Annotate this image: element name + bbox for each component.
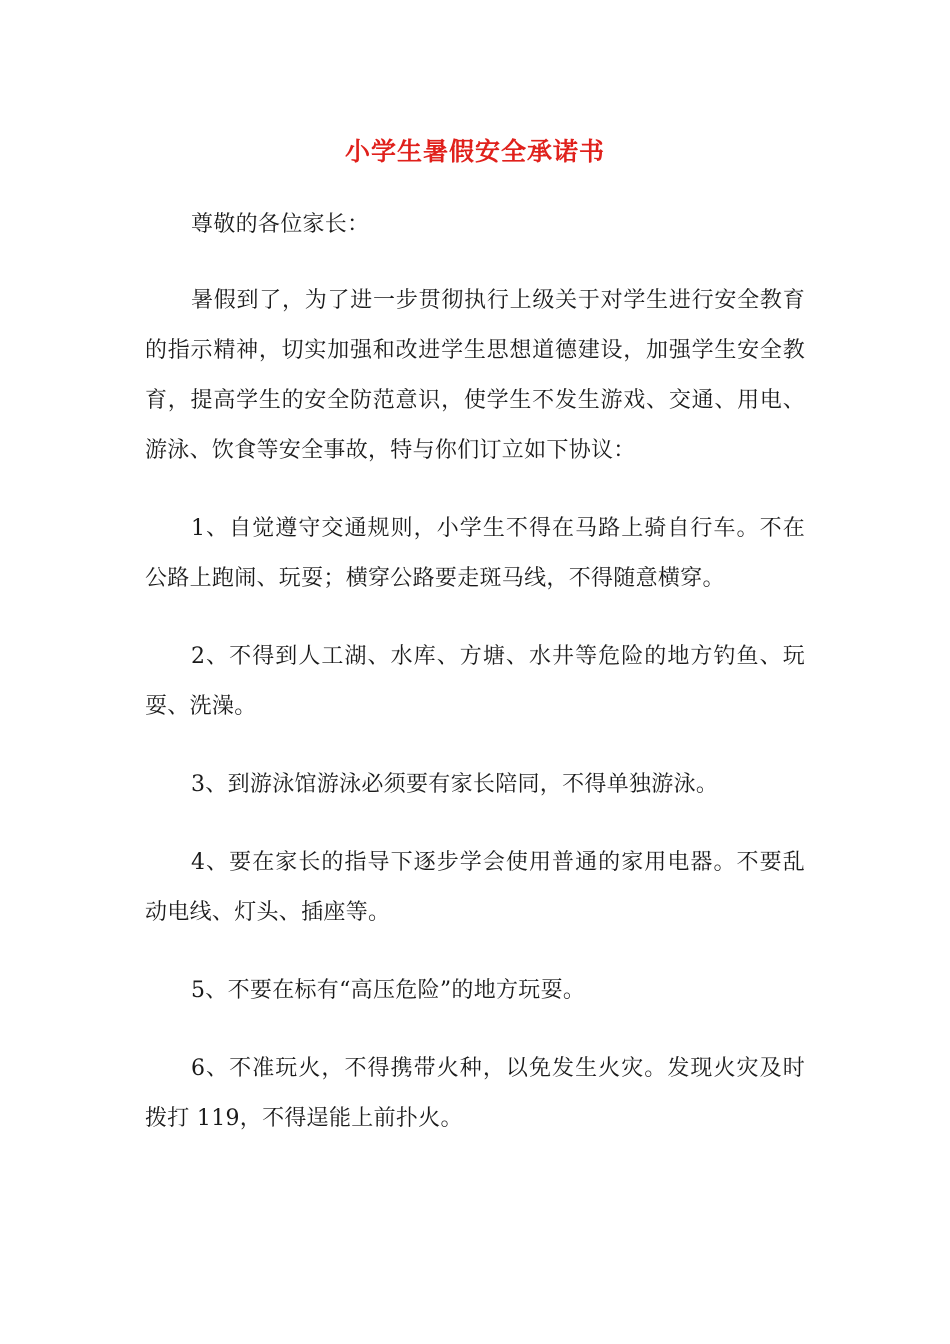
document-title: 小学生暑假安全承诺书 <box>344 137 605 166</box>
salutation: 尊敬的各位家长： <box>191 212 370 237</box>
rule-item-4: 4、要在家长的指导下逐步学会使用普通的家用电器。不要乱动电线、灯头、插座等。 <box>145 850 805 925</box>
intro-paragraph: 暑假到了，为了进一步贯彻执行上级关于对学生进行安全教育的指示精神，切实加强和改进学生思想道德建设，加强学生安全教育，提高学生的安全防范意识，使学生不发生游戏、交通、用电、游泳、饮食等安全事故，特与你们订立如下协议： <box>145 288 805 463</box>
rule-item-3: 3、到游泳馆游泳必须要有家长陪同，不得单独游泳。 <box>191 772 719 797</box>
document-body <box>145 200 805 1172</box>
rule-item-1: 1、自觉遵守交通规则，小学生不得在马路上骑自行车。不在公路上跑闹、玩耍；横穿公路要走斑马线，不得随意横穿。 <box>145 516 805 591</box>
rule-item-5: 5、不要在标有“高压危险”的地方玩耍。 <box>191 978 586 1003</box>
rule-item-6: 6、不准玩火，不得携带火种，以免发生火灾。发现火灾及时拨打 119，不得逞能上前扑火。 <box>145 1056 805 1131</box>
rule-item-2: 2、不得到人工湖、水库、方塘、水井等危险的地方钓鱼、玩耍、洗澡。 <box>145 644 805 719</box>
